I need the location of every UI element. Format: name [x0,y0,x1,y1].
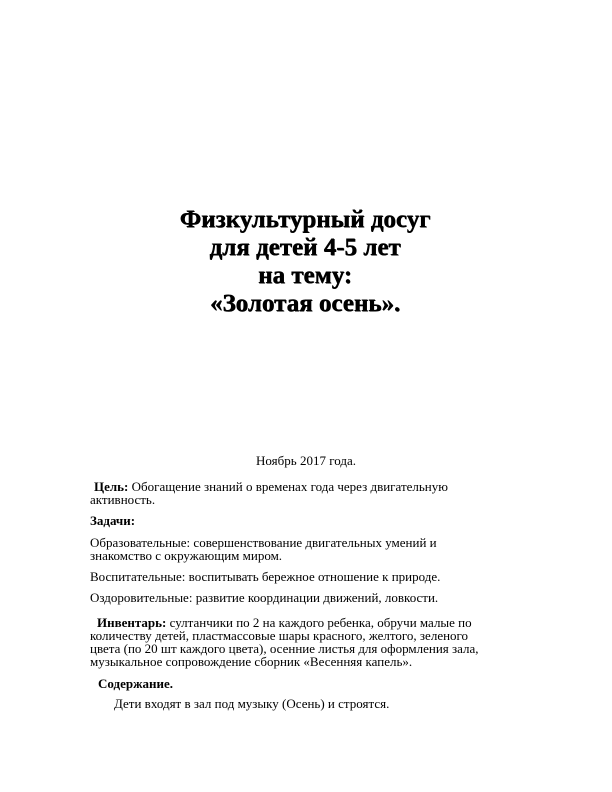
inventory-text-4: музыкальное сопровождение сборник «Весенняя капель». [90,654,413,669]
inventory-text-3: цвета (по 20 шт каждого цвета), осенние листья для оформления зала, [90,641,479,656]
document-date: Ноябрь 2017 года. [256,453,356,468]
title-line-2: для детей 4-5 лет [209,234,401,261]
inventory-text-1: султанчики по 2 на каждого ребенка, обручи малые по [166,615,472,630]
title-line-4: «Золотая осень». [209,290,401,317]
task-educational-line-1: Образовательные: совершенствование двигательных умений и [90,535,437,550]
inventory-label: Инвентарь: [97,615,167,630]
task-educational-line-2: знакомство с окружающим миром. [90,548,283,563]
tasks-heading: Задачи: [90,513,136,528]
goal-label: Цель: [94,479,129,494]
task-upbringing: Воспитательные: воспитывать бережное отношение к природе. [90,569,441,584]
content-text: Дети входят в зал под музыку (Осень) и строятся. [114,696,390,711]
goal-text-1: Обогащение знаний о временах года через двигательную [128,479,448,494]
task-educational [90,536,530,562]
goal-paragraph [90,480,530,506]
inventory-text-2: количеству детей, пластмассовые шары красного, желтого, зеленого [90,628,469,643]
goal-text-2: активность. [90,492,156,507]
task-health: Оздоровительные: развитие координации движений, ловкости. [90,590,439,605]
inventory-paragraph [90,616,530,668]
title-line-3: на тему: [257,262,353,289]
content-heading: Содержание. [98,676,174,691]
document-title [130,206,480,318]
title-line-1: Физкультурный досуг [179,206,431,233]
